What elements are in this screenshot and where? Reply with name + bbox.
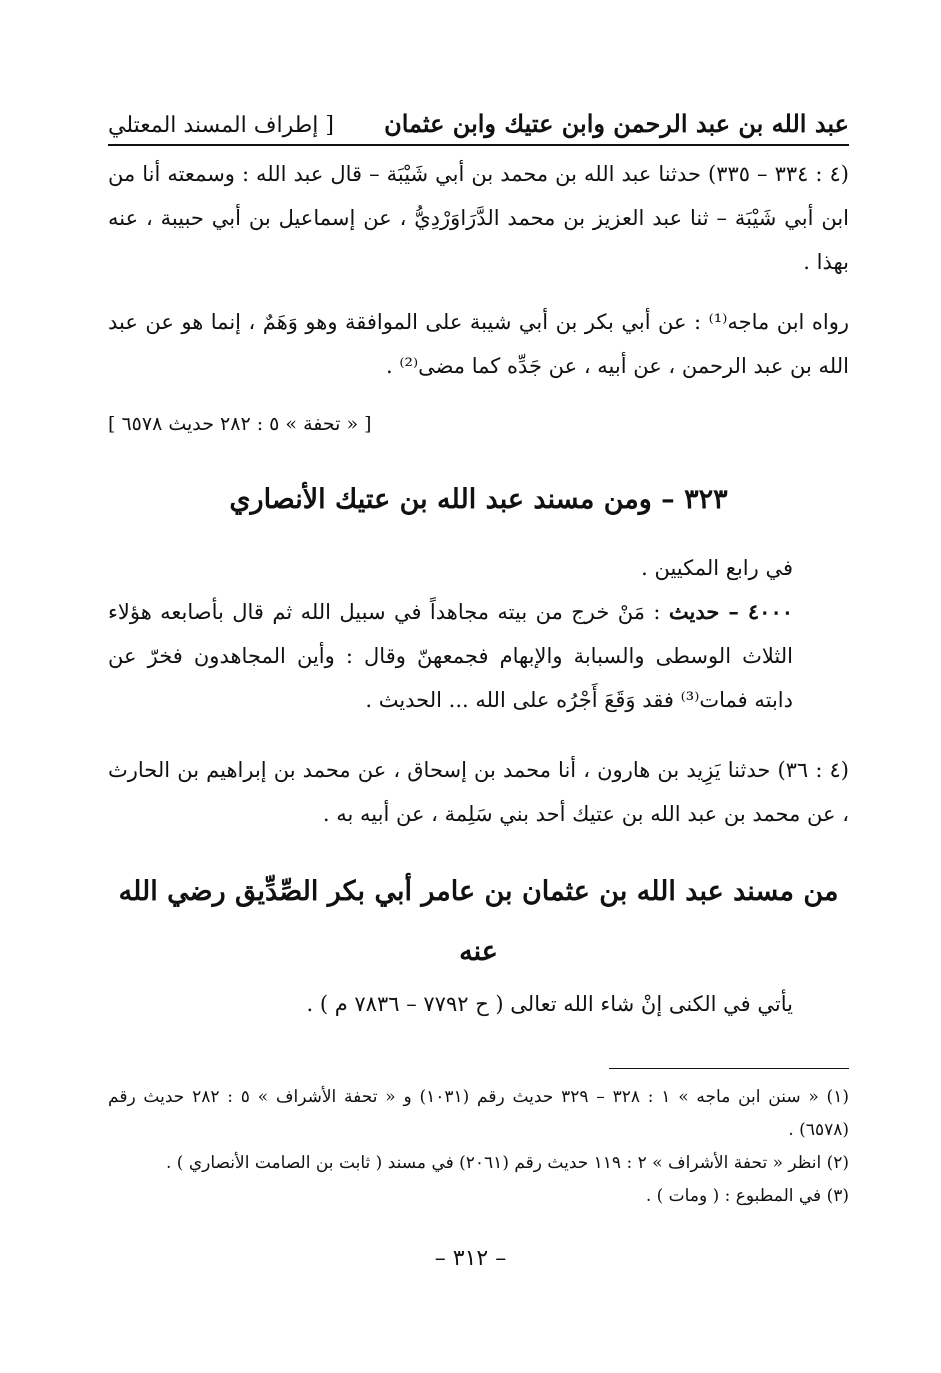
footnote-rule (609, 1068, 849, 1069)
section-title: ٣٢٣ – ومن مسند عبد الله بن عتيك الأنصاري (229, 484, 728, 515)
footnotes (108, 1068, 849, 1213)
isnad-paragraph-2: (٤ : ٣٦) حدثنا يَزِيد بن هارون ، أنا محمد بن إسحاق ، عن محمد بن إبراهيم بن الحارث ، عن محمد بن عبد الله بن عتيك أحد بني سَلِمة ، عن أبيه به . (108, 758, 849, 826)
section-note: في رابع المكيين . (641, 556, 793, 580)
page-number: – ٣١٢ – (434, 1246, 507, 1271)
footnote-3: (٣) في المطبوع : ( ومات ) . (645, 1186, 849, 1206)
isnad-paragraph-1: (٤ : ٣٣٤ – ٣٣٥) حدثنا عبد الله بن محمد بن أبي شَيْبَة – قال عبد الله : وسمعته أنا من ابن أبي شَيْبَة – ثنا عبد العزيز بن محمد الدَّرَاوَرْدِيُّ ، عن إسماعيل بن أبي حبيبة ، عنه بهذا . (108, 162, 849, 274)
hadith-label: ٤٠٠٠ – حديث (668, 599, 794, 624)
footnote-2: (٢) انظر « تحفة الأشراف » ٢ : ١١٩ حديث رقم (٢٠٦١) في مسند ( ثابت بن الصامت الأنصاري ) . (166, 1153, 849, 1173)
header-book-title: [ إطراف المسند المعتلي (108, 113, 334, 138)
running-header (108, 92, 849, 146)
hadith-text: : مَنْ خرج من بيته مجاهداً في سبيل الله ثم قال بأصابعه هؤلاء الثلاث الوسطى والسبابة والإبهام فجمعهنّ وقال : وأين المجاهدون فخرّ عن دابته فمات⁽³⁾ فقد وَقَعَ أَجْرُه على الله ... الحديث . (108, 600, 793, 712)
takhrij-paragraph: رواه ابن ماجه⁽¹⁾ : عن أبي بكر بن أبي شيبة على الموافقة وهو وَهَمٌ ، إنما هو عن عبد الله بن عبد الرحمن ، عن أبيه ، عن جَدِّه كما مضى⁽²⁾ . (108, 310, 849, 378)
cross-reference: يأتي في الكنى إنْ شاء الله تعالى ( ح ٧٧٩٢ – ٧٨٣٦ م ) . (306, 992, 793, 1016)
section2-title: من مسند عبد الله بن عثمان بن عامر أبي بكر الصِّدِّيق رضي الله عنه (118, 876, 839, 967)
footnote-1: (١) « سنن ابن ماجه » ١ : ٣٢٨ – ٣٢٩ حديث رقم (١٠٣١) و « تحفة الأشراف » ٥ : ٢٨٢ حديث رقم (٦٥٧٨) . (108, 1087, 849, 1140)
hadith-paragraph (108, 590, 849, 722)
header-title: عبد الله بن عبد الرحمن وابن عتيك وابن عثمان (384, 109, 849, 138)
tuhfa-reference: [ « تحفة » ٥ : ٢٨٢ حديث ٦٥٧٨ ] (108, 413, 372, 435)
main-text (108, 152, 849, 1026)
